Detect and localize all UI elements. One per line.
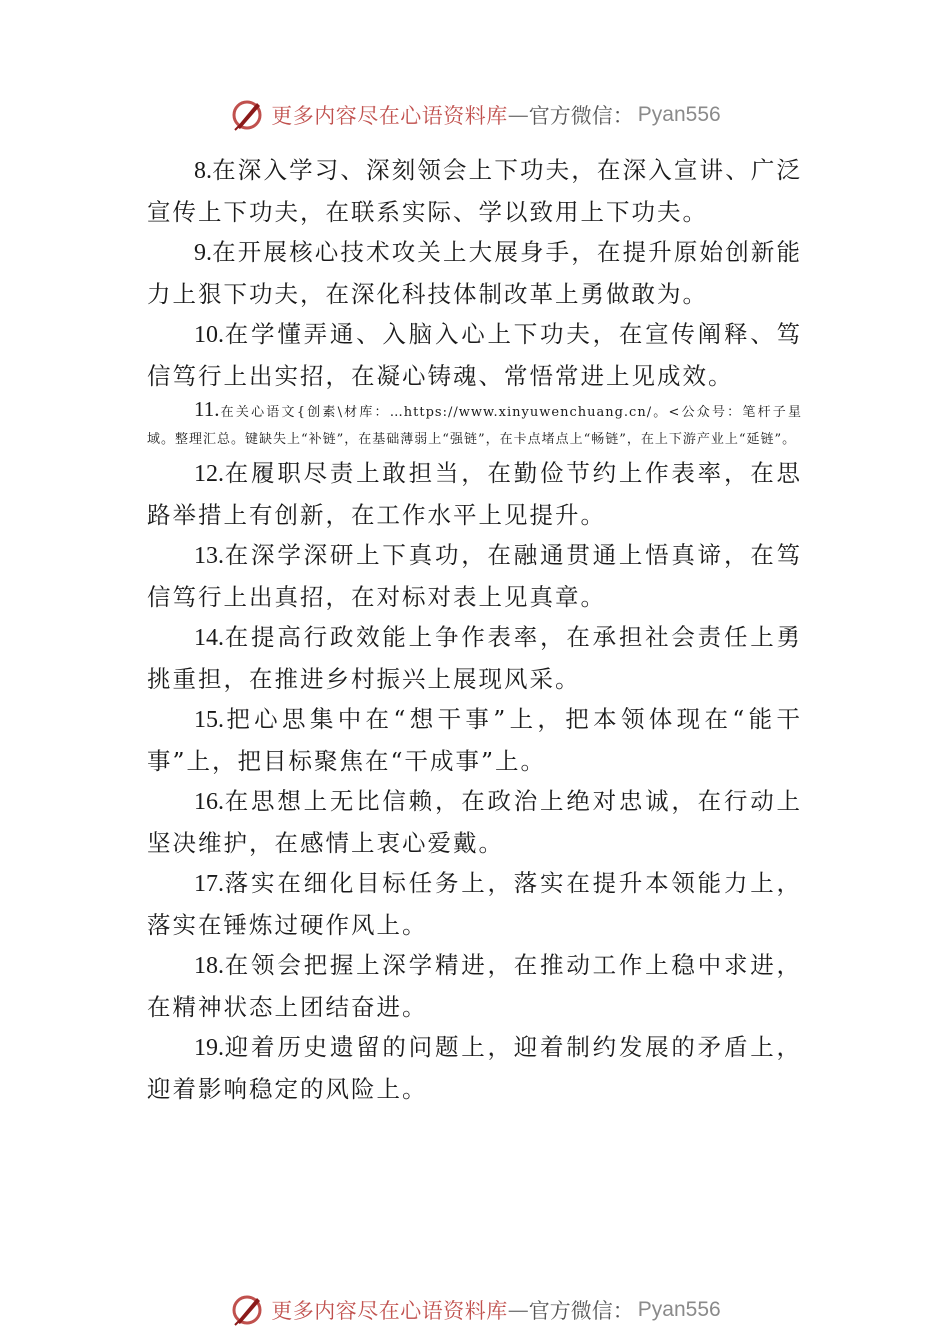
list-item: 12.在履职尽责上敢担当，在勤俭节约上作表率，在思路举措上有创新，在工作水平上见提升。 bbox=[147, 459, 802, 529]
list-item: 11.在关心语文{创素\材库：…https://www.xinyuwenchuang.cn/。<公众号：笔杆子星域。整理汇总。键缺失上“补链”，在基础薄弱上“强链”，在卡点堵点上“畅链”，在上下游产业上“延链”。 bbox=[147, 397, 802, 447]
banner-wechat-id: Pyan556 bbox=[637, 103, 721, 126]
list-item: 17.落实在细化目标任务上，落实在提升本领能力上，落实在锤炼过硬作风上。 bbox=[147, 869, 802, 939]
list-item: 16.在思想上无比信赖，在政治上绝对忠诚，在行动上坚决维护，在感情上衷心爱戴。 bbox=[147, 787, 802, 857]
list-item: 19.迎着历史遗留的问题上，迎着制约发展的矛盾上，迎着影响稳定的风险上。 bbox=[147, 1033, 802, 1103]
list-item: 18.在领会把握上深学精进，在推动工作上稳中求进，在精神状态上团结奋进。 bbox=[147, 951, 802, 1021]
quill-logo-icon bbox=[229, 1292, 265, 1328]
banner-separator: — bbox=[507, 103, 529, 127]
list-item: 14.在提高行政效能上争作表率，在承担社会责任上勇挑重担，在推进乡村振兴上展现风采。 bbox=[147, 623, 802, 693]
footer-banner bbox=[0, 1290, 950, 1330]
quill-logo-icon bbox=[229, 97, 265, 133]
banner-site-text: 更多内容尽在心语资料库 bbox=[271, 104, 508, 128]
list-item: 15.把心思集中在“想干事”上，把本领体现在“能干事”上，把目标聚焦在“干成事”上。 bbox=[147, 705, 802, 775]
banner-official-label: 官方微信： bbox=[528, 1299, 634, 1323]
document-body bbox=[147, 150, 802, 1109]
banner-wechat-id: Pyan556 bbox=[637, 1298, 721, 1321]
list-item: 9.在开展核心技术攻关上大展身手，在提升原始创新能力上狠下功夫，在深化科技体制改革上勇做敢为。 bbox=[147, 238, 802, 308]
list-item: 8.在深入学习、深刻领会上下功夫，在深入宣讲、广泛宣传上下功夫，在联系实际、学以致用上下功夫。 bbox=[147, 156, 802, 226]
banner-official-label: 官方微信： bbox=[528, 104, 634, 128]
list-item: 10.在学懂弄通、入脑入心上下功夫，在宣传阐释、笃信笃行上出实招，在凝心铸魂、常悟常进上见成效。 bbox=[147, 320, 802, 390]
header-banner bbox=[0, 95, 950, 135]
list-item: 13.在深学深研上下真功，在融通贯通上悟真谛，在笃信笃行上出真招，在对标对表上见真章。 bbox=[147, 541, 802, 611]
banner-site-text: 更多内容尽在心语资料库 bbox=[271, 1299, 508, 1323]
banner-separator: — bbox=[507, 1298, 529, 1322]
